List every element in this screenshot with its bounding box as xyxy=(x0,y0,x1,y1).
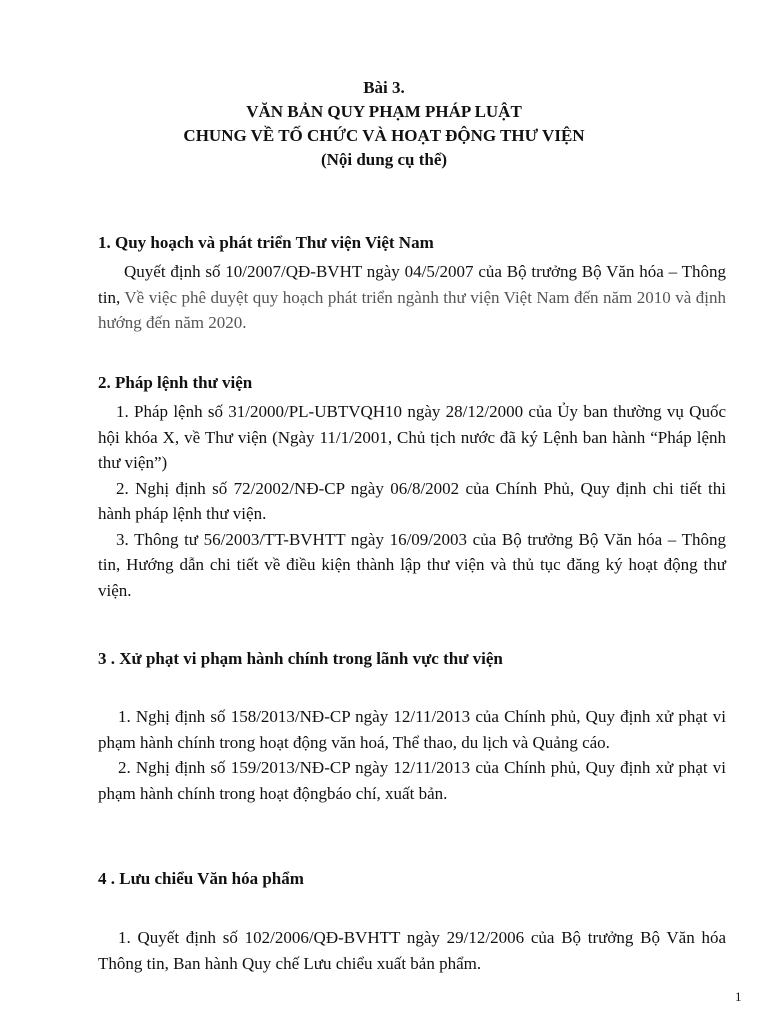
document-title-line2: CHUNG VỀ TỐ CHỨC VÀ HOẠT ĐỘNG THƯ VIỆN xyxy=(183,126,585,145)
section3-item-1: 1. Nghị định số 158/2013/NĐ-CP ngày 12/11/2013 của Chính phủ, Quy định xử phạt vi phạm hành chính trong hoạt động văn hoá, Thể thao, du lịch và Quảng cáo. xyxy=(98,707,726,752)
section1-heading: 1. Quy hoạch và phát triển Thư viện Việt Nam xyxy=(98,233,434,252)
section4-heading: 4 . Lưu chiểu Văn hóa phẩm xyxy=(98,869,304,888)
section3-item-2: 2. Nghị định số 159/2013/NĐ-CP ngày 12/11/2013 của Chính phủ, Quy định xử phạt vi phạm hành chính trong hoạt độngbáo chí, xuất bản. xyxy=(98,758,726,803)
section1-paragraph xyxy=(98,259,726,336)
section2-heading: 2. Pháp lệnh thư viện xyxy=(98,373,253,392)
section2-item-2: 2. Nghị định số 72/2002/NĐ-CP ngày 06/8/2002 của Chính Phủ, Quy định chi tiết thi hành pháp lệnh thư viện. xyxy=(98,478,726,523)
section2-body xyxy=(98,399,726,603)
section2-item-1: 1. Pháp lệnh số 31/2000/PL-UBTVQH10 ngày 28/12/2000 của Ủy ban thường vụ Quốc hội khóa X, về Thư viện (Ngày 11/1/2001, Chủ tịch nước đã ký Lệnh ban hành “Pháp lệnh thư viện”) xyxy=(98,402,726,472)
lesson-number: Bài 3. xyxy=(363,78,405,97)
section4-item-1: 1. Quyết định số 102/2006/QĐ-BVHTT ngày 29/12/2006 của Bộ trưởng Bộ Văn hóa Thông tin, Ban hành Quy chế Lưu chiểu xuất bản phẩm. xyxy=(98,928,726,973)
document-title-line1: VĂN BẢN QUY PHẠM PHÁP LUẬT xyxy=(246,102,522,121)
section3-heading: 3 . Xử phạt vi phạm hành chính trong lãnh vực thư viện xyxy=(98,649,503,668)
section3-body xyxy=(98,704,726,806)
title-block xyxy=(0,76,768,172)
section4-body xyxy=(98,925,726,976)
section1-decision-text: Quyết định số 10/2007/QĐ-BVHT ngày 04/5/2007 của Bộ trưởng Bộ Văn hóa – Thông tin, xyxy=(98,262,726,307)
section1-decision-subject: Về việc phê duyệt quy hoạch phát triển ngành thư viện Việt Nam đến năm 2010 và định hướng đến năm 2020. xyxy=(98,287,726,332)
document-subtitle: (Nội dung cụ thể) xyxy=(320,150,448,169)
section1-body xyxy=(98,259,726,336)
section2-item-3: 3. Thông tư 56/2003/TT-BVHTT ngày 16/09/2003 của Bộ trưởng Bộ Văn hóa – Thông tin, Hướng dẫn chi tiết về điều kiện thành lập thư viện và thủ tục đăng ký hoạt động thư viện. xyxy=(98,529,726,600)
page-number: 1 xyxy=(735,989,742,1004)
